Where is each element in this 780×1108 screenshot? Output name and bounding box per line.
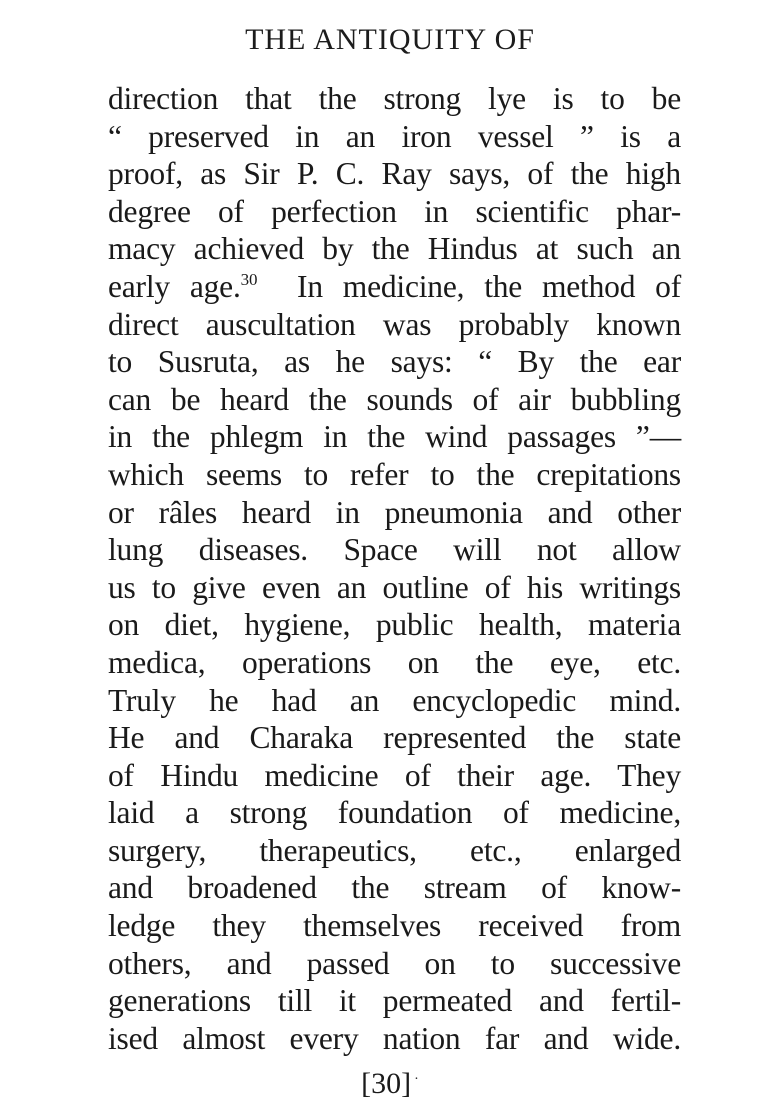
text-line: or râles heard in pneumonia and other: [108, 494, 681, 530]
text-line: medica, operations on the eye, etc.: [108, 644, 681, 680]
body-paragraph: [108, 80, 681, 1057]
text-line: macy achieved by the Hindus at such an: [108, 231, 681, 267]
text-line: in the phlegm in the wind passages ”—: [108, 419, 681, 455]
text-line: generations till it permeated and fertil-: [108, 983, 681, 1019]
footnote-marker: 30: [240, 269, 258, 289]
text-line: to Susruta, as he says: “ By the ear: [108, 344, 681, 380]
text-line: ised almost every nation far and wide.: [108, 1020, 681, 1056]
text-line: lung diseases. Space will not allow: [108, 532, 681, 568]
text-line: on diet, hygiene, public health, materia: [108, 607, 681, 643]
text-line: others, and passed on to successive: [108, 945, 681, 981]
text-fragment: In medicine, the method of: [297, 268, 681, 304]
text-line-with-footnote: [108, 268, 681, 306]
text-line: of Hindu medicine of their age. They: [108, 757, 681, 793]
text-line: direct auscultation was probably known: [108, 306, 681, 342]
text-line: and broadened the stream of know-: [108, 870, 681, 906]
text-line: surgery, therapeutics, etc., enlarged: [108, 832, 681, 868]
text-line: He and Charaka represented the state: [108, 720, 681, 756]
text-line: laid a strong foundation of medicine,: [108, 795, 681, 831]
text-line: direction that the strong lye is to be: [108, 81, 681, 116]
page-number-mark: ·: [414, 1072, 419, 1087]
text-line: ledge they themselves received from: [108, 908, 681, 944]
text-line: which seems to refer to the crepitations: [108, 456, 681, 492]
running-head: THE ANTIQUITY OF: [245, 23, 535, 56]
text-line: us to give even an outline of his writings: [108, 569, 681, 605]
text-line: can be heard the sounds of air bubbling: [108, 381, 681, 417]
page-number: [0, 1062, 780, 1102]
page-number-label: [30]: [361, 1067, 412, 1100]
text-line: degree of perfection in scientific phar-: [108, 193, 681, 229]
text-line: proof, as Sir P. C. Ray says, of the high: [108, 156, 681, 192]
text-line: “ preserved in an iron vessel ” is a: [108, 118, 681, 154]
text-fragment: early age.: [108, 268, 241, 304]
text-line: Truly he had an encyclopedic mind.: [108, 682, 681, 718]
